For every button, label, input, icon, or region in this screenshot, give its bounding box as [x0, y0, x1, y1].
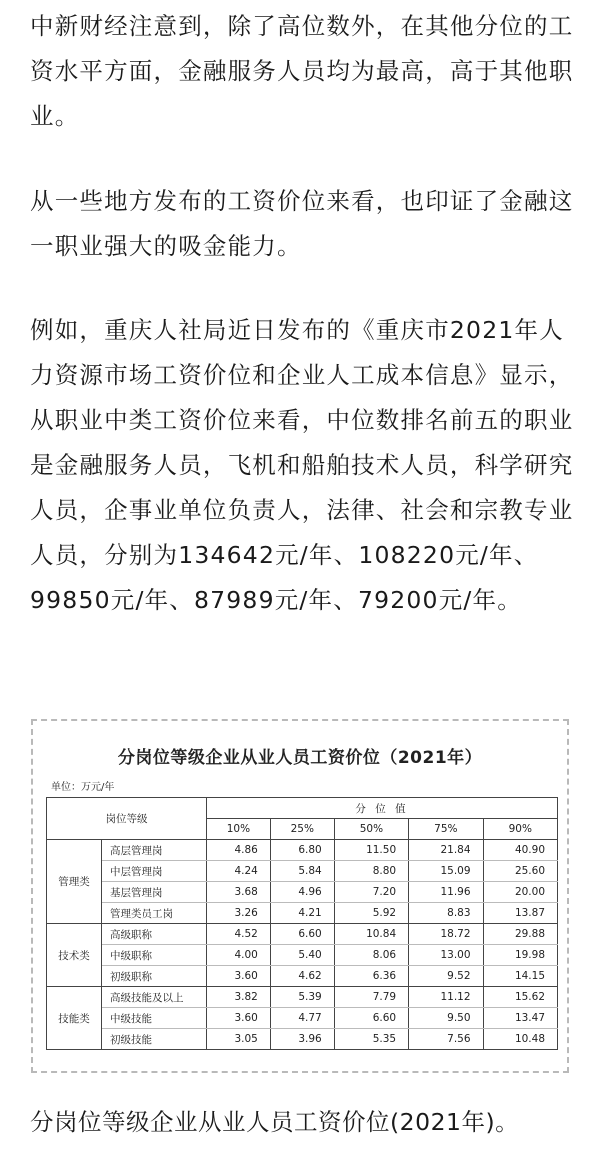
header-p25: 25%: [270, 819, 334, 840]
header-post-level: 岗位等级: [47, 798, 207, 840]
value-cell: 29.88: [483, 924, 557, 945]
post-level-cell: 初级职称: [102, 966, 207, 987]
post-level-cell: 中层管理岗: [102, 861, 207, 882]
post-level-cell: 中级技能: [102, 1008, 207, 1029]
value-cell: 6.60: [270, 924, 334, 945]
post-level-cell: 管理类员工岗: [102, 903, 207, 924]
value-cell: 6.80: [270, 840, 334, 861]
value-cell: 8.83: [409, 903, 483, 924]
value-cell: 4.21: [270, 903, 334, 924]
value-cell: 8.06: [334, 945, 408, 966]
value-cell: 4.77: [270, 1008, 334, 1029]
value-cell: 5.39: [270, 987, 334, 1008]
value-cell: 15.62: [483, 987, 557, 1008]
wage-table-body: [47, 840, 558, 1050]
value-cell: 10.84: [334, 924, 408, 945]
article-paragraph-3: 例如，重庆人社局近日发布的《重庆市2021年人力资源市场工资价位和企业人工成本信息》显示，从职业中类工资价位来看，中位数排名前五的职业是金融服务人员，飞机和船舶技术人员，科学研究人员，企事业单位负责人，法律、社会和宗教专业人员，分别为134642元/年、108220元/年、99850元/年、87989元/年、79200元/年。: [30, 316, 574, 614]
table-row: [47, 1008, 558, 1029]
post-level-cell: 初级技能: [102, 1029, 207, 1050]
value-cell: 4.52: [207, 924, 271, 945]
value-cell: 3.68: [207, 882, 271, 903]
value-cell: 9.50: [409, 1008, 483, 1029]
table-row: [47, 987, 558, 1008]
post-level-cell: 高级技能及以上: [102, 987, 207, 1008]
header-p90: 90%: [483, 819, 557, 840]
value-cell: 3.05: [207, 1029, 271, 1050]
table-row: [47, 903, 558, 924]
figure-title: 分岗位等级企业从业人员工资价位（2021年）: [117, 748, 483, 768]
post-level-cell: 基层管理岗: [102, 882, 207, 903]
value-cell: 3.26: [207, 903, 271, 924]
value-cell: 4.62: [270, 966, 334, 987]
figure-unit: 单位：万元/年: [51, 782, 115, 793]
value-cell: 3.60: [207, 1008, 271, 1029]
value-cell: 20.00: [483, 882, 557, 903]
table-row: [47, 1029, 558, 1050]
value-cell: 14.15: [483, 966, 557, 987]
value-cell: 25.60: [483, 861, 557, 882]
category-cell: 技能类: [47, 987, 102, 1050]
value-cell: 4.96: [270, 882, 334, 903]
value-cell: 5.92: [334, 903, 408, 924]
value-cell: 3.60: [207, 966, 271, 987]
table-row: [47, 882, 558, 903]
figure-caption: 分岗位等级企业从业人员工资价位(2021年)。: [30, 1108, 520, 1136]
value-cell: 18.72: [409, 924, 483, 945]
value-cell: 11.12: [409, 987, 483, 1008]
header-p10: 10%: [207, 819, 271, 840]
value-cell: 15.09: [409, 861, 483, 882]
value-cell: 11.96: [409, 882, 483, 903]
value-cell: 6.60: [334, 1008, 408, 1029]
value-cell: 5.35: [334, 1029, 408, 1050]
value-cell: 5.84: [270, 861, 334, 882]
header-percentile-group: 分 位 值: [207, 798, 558, 819]
wage-table: [46, 797, 558, 1050]
post-level-cell: 高级职称: [102, 924, 207, 945]
value-cell: 13.87: [483, 903, 557, 924]
value-cell: 6.36: [334, 966, 408, 987]
value-cell: 3.82: [207, 987, 271, 1008]
value-cell: 4.00: [207, 945, 271, 966]
post-level-cell: 高层管理岗: [102, 840, 207, 861]
article-paragraph-2: 从一些地方发布的工资价位来看，也印证了金融这一职业强大的吸金能力。: [30, 187, 574, 260]
value-cell: 4.24: [207, 861, 271, 882]
value-cell: 5.40: [270, 945, 334, 966]
wage-table-figure: [31, 719, 569, 1073]
table-row: [47, 861, 558, 882]
value-cell: 7.79: [334, 987, 408, 1008]
value-cell: 3.96: [270, 1029, 334, 1050]
value-cell: 7.20: [334, 882, 408, 903]
value-cell: 19.98: [483, 945, 557, 966]
header-p75: 75%: [409, 819, 483, 840]
table-row: [47, 945, 558, 966]
value-cell: 4.86: [207, 840, 271, 861]
value-cell: 13.47: [483, 1008, 557, 1029]
category-cell: 管理类: [47, 840, 102, 924]
value-cell: 11.50: [334, 840, 408, 861]
table-row: [47, 840, 558, 861]
value-cell: 21.84: [409, 840, 483, 861]
post-level-cell: 中级职称: [102, 945, 207, 966]
value-cell: 8.80: [334, 861, 408, 882]
value-cell: 9.52: [409, 966, 483, 987]
table-row: [47, 966, 558, 987]
header-p50: 50%: [334, 819, 408, 840]
value-cell: 13.00: [409, 945, 483, 966]
article-paragraph-1: 中新财经注意到，除了高位数外，在其他分位的工资水平方面，金融服务人员均为最高，高于其他职业。: [30, 12, 574, 130]
value-cell: 10.48: [483, 1029, 557, 1050]
value-cell: 40.90: [483, 840, 557, 861]
value-cell: 7.56: [409, 1029, 483, 1050]
table-row: [47, 924, 558, 945]
category-cell: 技术类: [47, 924, 102, 987]
